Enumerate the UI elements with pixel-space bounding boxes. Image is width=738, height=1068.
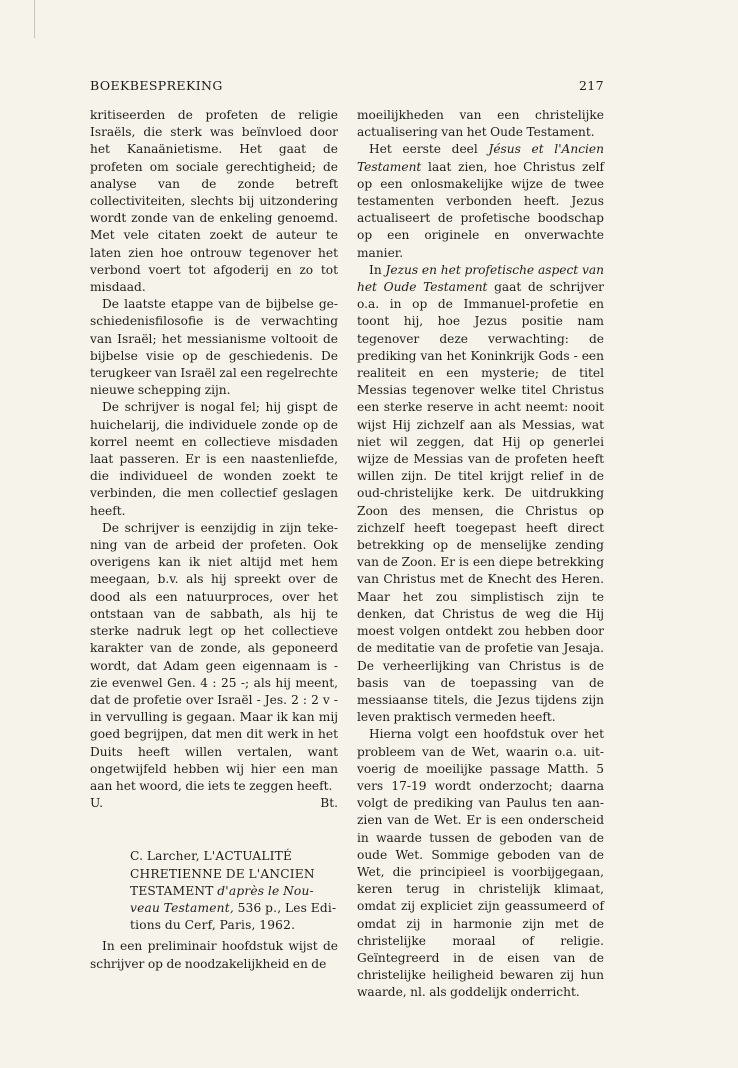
left-column: [90, 107, 338, 973]
paragraph: In een preliminair hoofdstuk wijst de schrijver op de noodzakelijkheid en de: [90, 939, 338, 971]
paragraph: De schrijver is eenzijdig in zijn tekening van de arbeid der profeten. Ook overigens kan ik niet altijd met hem meegaan, b.v. als hij spreekt over de dood als een natuurproces, over het ontstaan van de sabbath, als hij te sterke nadruk legt op het collectieve karakter van de zonde, als geponeerd wordt, dat Adam geen eigennaam is - zie evenwel Gen. 4 : 25 -; als hij meent, dat de profetie over Israël - Jes. 2 : 2 v - in vervulling is gegaan. Maar ik kan mij goed begrijpen, dat men dit werk in het Duits heeft willen vertalen, want ongetwijfeld hebben wij hier een man aan het woord, die iets te zeggen heeft.: [90, 520, 338, 793]
page-header: [90, 78, 604, 98]
review-heading: [130, 848, 338, 934]
review-book-details: 536 p., Les Editions du Cerf, Paris, 1962.: [130, 900, 337, 933]
paragraph: [357, 141, 604, 261]
signature-initial-left: U.: [90, 796, 104, 811]
paragraph: [357, 262, 604, 726]
paragraph-text: laat zien, hoe Christus zelf op een onlosmakelijke wijze de twee testamenten verbonden heeft. Jezus actualiseert de profetische boodschap op een originele en onverwachte manier.: [357, 159, 604, 260]
review-book-title: C. Larcher, L'ACTUALITÉ CHRETIENNE DE L'ANCIEN TESTAMENT: [130, 849, 315, 898]
page-edge-line: [34, 0, 35, 38]
paragraph: moeilijkheden van een christelijke actualisering van het Oude Testament.: [357, 108, 604, 140]
paragraph: Hierna volgt een hoofdstuk over het probleem van de Wet, waarin o.a. uitvoerig de moeilijke passage Matth. 5 vers 17-19 wordt onderzocht; daarna volgt de prediking van Paulus ten aanzien van de Wet. Er is een onderscheid in waarde tussen de geboden van de oude Wet. Sommige geboden van de Wet, die principieel is voorbijgegaan, keren terug in christelijk klimaat, omdat zij expliciet zijn geassumeerd of omdat zij in harmonie zijn met de christelijke moraal of religie. Geïntegreerd in de eisen van de christelijke heiligheid bewaren zij hun waarde, nl. als goddelijk onderricht.: [357, 727, 604, 1000]
paragraph-text: In: [369, 262, 382, 277]
paragraph: De laatste etappe van de bijbelse geschiedenisfilosofie is de verwachting van Israël; het messianisme voltooit de bijbelse visie op de geschiedenis. De terugkeer van Israël zal een regelrechte nieuwe schepping zijn.: [90, 297, 338, 398]
paragraph-text: gaat de schrijver o.a. in op de Immanuel-profetie en toont hij, hoe Jezus positie nam tegenover deze verwachting: de prediking van het Koninkrijk Gods - een realiteit en een mysterie; de titel Messias tegenover welke titel Christus een sterke reserve in acht neemt: nooit wijst Hij zichzelf aan als Messias, wat niet wil zeggen, dat Hij op generlei wijze de Messias van de profeten heeft willen zijn. De titel krijgt relief in de oud-christelijke kerk. De uitdrukking Zoon des mensen, die Christus op zichzelf heeft toegepast heeft direct betrekking op de menselijke zending van de Zoon. Er is een diepe betrekking van Christus met de Knecht des Heren. Maar het zou simplistisch zijn te denken, dat Christus de weg die Hij moest volgen ontdekt zou hebben door de meditatie van de profetie van Jesaja. De verheerlijking van Christus is de basis van de toepassing van de messiaanse titels, die Jezus tijdens zijn leven praktisch vermeden heeft.: [357, 280, 604, 725]
paragraph: De schrijver is nogal fel; hij gispt de huichelarij, die individuele zonde op de korrel neemt en collectieve misdaden laat passeren. Er is een naastenliefde, die individueel de wonden zoekt te verbinden, die men collectief geslagen heeft.: [90, 400, 338, 518]
running-title: BOEKBESPREKING: [90, 78, 223, 93]
review-signature: [90, 795, 338, 812]
section-title: Jezus en het profetische aspect van het Oude Testament: [357, 262, 604, 295]
paragraph-text: Het eerste deel: [369, 142, 478, 157]
paragraph: kritiseerden de profeten de religie Israëls, die sterk was beïnvloed door het Kanaänietisme. Het gaat de profeten om sociale gerechtigheid; de analyse van de zonde betreft collectiviteiten, slechts bij uitzondering wordt zonde van de enkeling genoemd. Met vele citaten zoekt de auteur te laten zien hoe ontrouw tegenover het verbond voert tot afgoderij en zo tot misdaad.: [90, 108, 338, 295]
review-book-subtitle: d'après le Nouveau Testament,: [130, 883, 314, 915]
signature-initial-right: Bt.: [320, 796, 338, 811]
right-column: [357, 107, 604, 1002]
page-number: 217: [578, 78, 604, 93]
section-title: Jésus et l'Ancien Testament: [357, 142, 604, 174]
